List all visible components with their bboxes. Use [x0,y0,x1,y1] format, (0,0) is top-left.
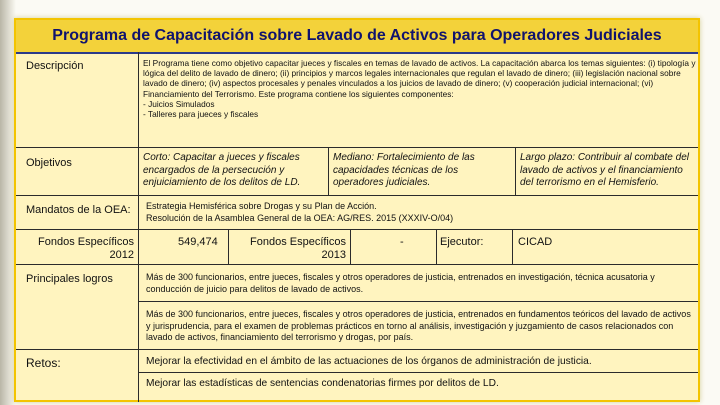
logros-label: Principales logros [26,273,113,285]
descripcion-item: - Talleres para jueces y fiscales [143,109,259,120]
column-divider [512,229,513,264]
logro-item: Más de 300 funcionarios, entre jueces, fiscales y otros operadores de justicia, entrenados en fundamentos teóricos del lavado de activos y jurisprudencia, para el examen de problemas prácticos en torno al análisis, investigación y juzgamiento de casos relacionados con lavado de activos, financiamiento del terrorismo y drogas, por país. [146,309,691,342]
column-divider [138,52,139,402]
fondos-2012-label: Fondos Específicos 2012 [38,236,134,261]
reto-item: Mejorar la efectividad en el ámbito de las actuaciones de los órganos de administración de justicia. [146,356,592,367]
divider [16,229,698,230]
logro-item: Más de 300 funcionarios, entre jueces, fiscales y otros operadores de justicia, entrenados en investigación, técnica acusatoria y conducción de juicio para delitos de lavado de activos. [146,272,655,294]
objetivo-corto: Corto: Capacitar a jueces y fiscales encargados de la persecución y enjuiciamiento de los delitos de LD. [143,152,301,188]
column-divider [515,147,516,195]
column-divider [328,147,329,195]
mandato-line: Resolución de la Asamblea General de la OEA: AG/RES. 2015 (XXXIV-O/04) [146,212,454,223]
column-divider [228,229,229,264]
descripcion-item: - Juicios Simulados [143,98,215,109]
reto-item: Mejorar las estadísticas de sentencias condenatorias firmes por delitos de LD. [146,378,499,389]
fondos-2013-label: Fondos Específicos 2013 [250,236,346,261]
mandato-line: Estrategia Hemisférica sobre Drogas y su Plan de Acción. [146,201,377,211]
divider [138,372,698,373]
fondos-2012-value: 549,474 [178,236,218,248]
ejecutor-label: Ejecutor: [440,236,484,248]
objetivo-largo: Largo plazo: Contribuir al combate del lavado de activos y el financiamiento del terrorismo en el Hemisferio. [520,152,689,188]
divider [16,147,698,148]
ejecutor-value: CICAD [518,236,553,248]
objetivo-mediano: Mediano: Fortalecimiento de las capacidades técnicas de los operadores judiciales. [333,152,475,188]
divider [138,301,698,302]
retos-label: Retos: [26,356,61,370]
descripcion-text: El Programa tiene como objetivo capacitar jueces y fiscales en temas de lavado de activos. La capacitación abarca los temas siguientes: (i) tipología y lógica del delito de lavado de dinero; (ii) principios y marcos legales internacionales que regulan el lavado de dinero; (iii) legislación nacional sobre lavado de dinero; (iv) aspectos procesales y penales vinculados a los juicios de lavado de dinero; (v) cooperación judicial internacional; (vi) Financiamiento del Terrorismo. Este programa contiene los siguientes componentes: [143,58,696,99]
descripcion-label: Descripción [26,60,84,72]
column-divider [350,229,351,264]
divider [16,264,698,265]
mandatos-cell [146,201,696,224]
divider [16,349,698,350]
descripcion-cell [143,58,698,119]
page-title: Programa de Capacitación sobre Lavado de Activos para Operadores Judiciales [16,20,698,54]
mandatos-label: Mandatos de la OEA: [26,204,131,216]
slide-panel [14,18,700,402]
objetivos-label: Objetivos [26,157,72,169]
fondos-2013-value: - [400,236,404,248]
column-divider [436,229,437,264]
divider [16,195,698,196]
